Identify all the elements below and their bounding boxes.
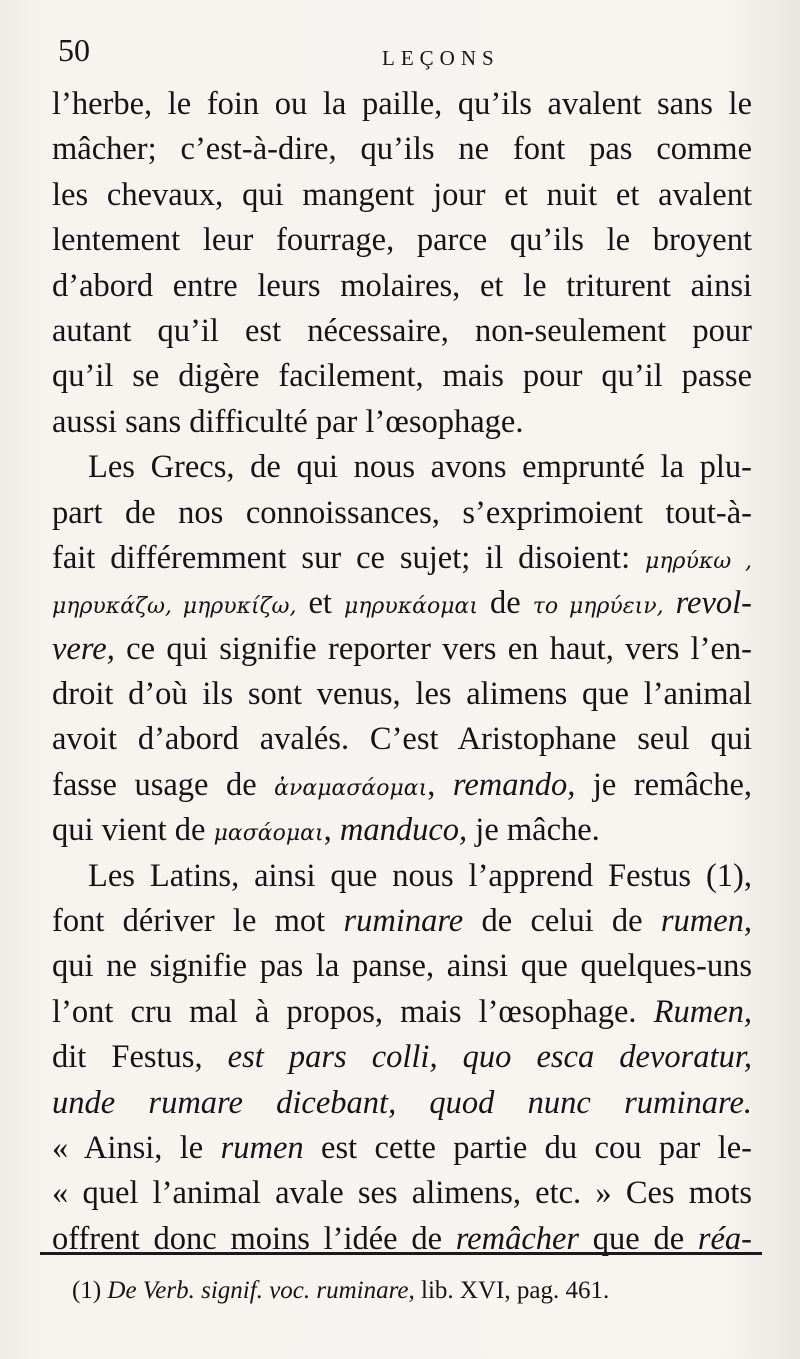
text-line [52, 808, 752, 853]
text-line: mâcher; c’est-à-dire, qu’ils ne font pas comme [52, 131, 752, 168]
text-span: je remâche, [575, 766, 752, 803]
latin-quote: unde rumare dicebant, quod nunc ruminare. [52, 1084, 752, 1121]
text-span: fait différemment sur ce sujet; il disoient: [52, 539, 646, 576]
text-span: de celui de [463, 903, 661, 940]
latin-word: vere, [52, 630, 115, 667]
text-line: part de nos connoissances, s’exprimoient tout-à- [52, 494, 752, 531]
latin-word: revol- [663, 585, 752, 622]
text-line: Les Latins, ainsi que nous l’apprend Festus (1), [88, 857, 752, 894]
text-span: fasse usage de [52, 766, 275, 803]
latin-word: réa- [697, 1220, 752, 1257]
text-line [52, 899, 752, 944]
text-line: autant qu’il est nécessaire, non-seulement pour [52, 312, 752, 349]
greek-word: το μηρύειν, [532, 594, 664, 620]
text-span: dit Festus, [52, 1039, 228, 1076]
text-line: Les Grecs, de qui nous avons emprunté la plu- [88, 449, 752, 486]
text-span: font dériver le mot [52, 903, 344, 940]
footnote-text: lib. XVI, pag. 461. [414, 1277, 610, 1304]
text-span: l’ont cru mal à propos, mais l’œsophage. [52, 993, 654, 1030]
text-line: droit d’où ils sont venus, les alimens que l’animal [52, 676, 752, 713]
greek-word: μηρυκάομαι [343, 594, 479, 620]
text-span: , [427, 766, 453, 803]
text-line [52, 1035, 752, 1080]
text-line: d’abord entre leurs molaires, et le triturent ainsi [52, 267, 752, 304]
latin-word: Rumen, [653, 993, 752, 1030]
text-line [52, 990, 752, 1035]
text-span: « Ainsi, le [52, 1129, 221, 1166]
footnote-divider [40, 1252, 762, 1255]
footnote-citation: De Verb. signif. voc. ruminare, [101, 1277, 415, 1304]
text-span: est cette partie du cou par le- [303, 1129, 752, 1166]
text-span: ce qui signifie reporter vers en haut, vers l’en- [114, 630, 752, 667]
page-header [52, 30, 760, 80]
text-span: , [323, 812, 340, 849]
text-line: qu’il se digère facilement, mais pour qu’il passe [52, 358, 752, 395]
text-line [52, 1126, 752, 1171]
running-title: LEÇONS [382, 46, 500, 70]
footnote-marker: (1) [72, 1277, 102, 1304]
text-span: offrent donc moins l’idée de [52, 1220, 456, 1257]
body-text [52, 82, 752, 1262]
greek-word: μασάομαι [213, 821, 324, 847]
latin-word: remâcher [455, 1220, 580, 1257]
text-span: que de [579, 1220, 698, 1257]
latin-word: rumen [220, 1129, 304, 1166]
latin-quote: est pars colli, quo esca devoratur, [227, 1039, 752, 1076]
text-line: l’herbe, le foin ou la paille, qu’ils avalent sans le [52, 86, 752, 122]
text-line: « quel l’animal avale ses alimens, etc. » Ces mots [52, 1175, 752, 1212]
text-line [52, 536, 752, 581]
latin-word: rumen, [660, 903, 752, 940]
text-span: je mâche. [467, 812, 600, 849]
text-span: qui vient de [52, 812, 214, 849]
text-line [52, 763, 752, 808]
text-span: de [478, 585, 533, 622]
text-span: et [296, 585, 344, 622]
text-line: les chevaux, qui mangent jour et nuit et avalent [52, 176, 752, 213]
text-line: aussi sans difficulté par l’œsophage. [52, 403, 524, 440]
latin-word: ruminare [343, 903, 464, 940]
latin-word: manduco, [339, 812, 468, 849]
text-line [52, 581, 752, 626]
greek-word: μηρύκω , [645, 548, 752, 574]
text-line: lentement leur fourrage, parce qu’ils le broyent [52, 222, 752, 259]
greek-word: ἀναμασάομαι [274, 775, 428, 801]
text-line [52, 627, 752, 672]
text-line: qui ne signifie pas la panse, ainsi que quelques-uns [52, 948, 752, 985]
text-line [52, 1217, 752, 1262]
latin-word: remando, [452, 766, 576, 803]
page-number: 50 [58, 32, 90, 68]
footnote [72, 1277, 609, 1305]
text-line [52, 1081, 752, 1126]
greek-word: μηρυκάζω, μηρυκίζω, [52, 594, 297, 620]
text-line: avoit d’abord avalés. C’est Aristophane seul qui [52, 721, 752, 758]
